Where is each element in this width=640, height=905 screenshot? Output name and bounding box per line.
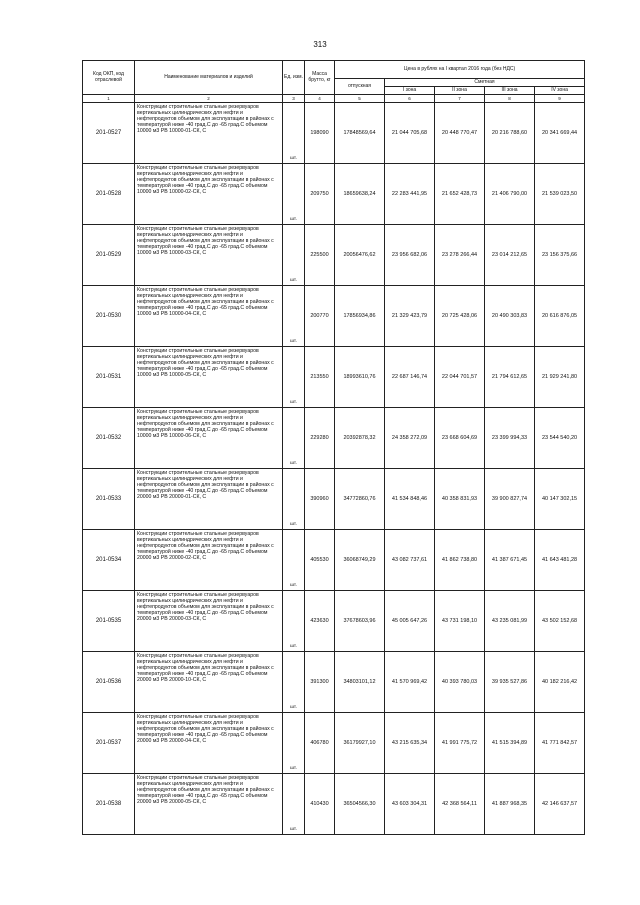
- row-zone-3-price: 21 794 612,65: [485, 347, 535, 408]
- header-name: Наименование материалов и изделий: [135, 61, 283, 95]
- row-zone-1-price: 21 329 423,79: [385, 286, 435, 347]
- row-unit: шт.: [283, 652, 305, 713]
- row-code: 201-0530: [83, 286, 135, 347]
- row-unit: шт.: [283, 408, 305, 469]
- row-mass: 391300: [305, 652, 335, 713]
- row-description: Конструкции строительные стальные резервуаров вертикальных цилиндрических для нефти и нефтепродуктов объемом для эксплуатации в районах с температурой ниже -40 град.С до -65 град.С объемом 10000 м3 РВ 10000-04-СК, С: [135, 286, 283, 347]
- row-unit: шт.: [283, 530, 305, 591]
- row-code: 201-0536: [83, 652, 135, 713]
- header-zone-2: II зона: [435, 87, 485, 95]
- header-release: отпускная: [335, 79, 385, 95]
- row-zone-2-price: 40 393 780,03: [435, 652, 485, 713]
- row-unit: шт.: [283, 286, 305, 347]
- header-price-group: Цена в рублях на I квартал 2016 года (без НДС): [335, 61, 585, 79]
- row-code: 201-0537: [83, 713, 135, 774]
- header-zone-3: III зона: [485, 87, 535, 95]
- row-zone-2-price: 22 044 701,57: [435, 347, 485, 408]
- row-zone-3-price: 43 235 081,99: [485, 591, 535, 652]
- row-code: 201-0528: [83, 164, 135, 225]
- row-release-price: 17848569,64: [335, 103, 385, 164]
- row-mass: 198090: [305, 103, 335, 164]
- row-zone-1-price: 41 570 969,42: [385, 652, 435, 713]
- row-zone-3-price: 39 900 827,74: [485, 469, 535, 530]
- row-mass: 406780: [305, 713, 335, 774]
- row-release-price: 36068749,29: [335, 530, 385, 591]
- table-row: [83, 164, 585, 225]
- row-code: 201-0534: [83, 530, 135, 591]
- row-release-price: 37678603,96: [335, 591, 385, 652]
- row-zone-1-price: 43 215 635,34: [385, 713, 435, 774]
- row-unit: шт.: [283, 225, 305, 286]
- row-mass: 423630: [305, 591, 335, 652]
- row-unit: шт.: [283, 103, 305, 164]
- row-mass: 390960: [305, 469, 335, 530]
- row-zone-2-price: 23 668 604,69: [435, 408, 485, 469]
- table-row: [83, 469, 585, 530]
- price-table: [82, 60, 585, 835]
- col-index: 9: [535, 95, 585, 103]
- row-zone-3-price: 41 887 968,35: [485, 774, 535, 835]
- row-description: Конструкции строительные стальные резервуаров вертикальных цилиндрических для нефти и нефтепродуктов объемом для эксплуатации в районах с температурой ниже -40 град.С до -65 град.С объемом 20000 м3 РВ 20000-03-СК, С: [135, 591, 283, 652]
- row-zone-4-price: 23 544 540,20: [535, 408, 585, 469]
- table-row: [83, 713, 585, 774]
- row-zone-3-price: 20 216 788,60: [485, 103, 535, 164]
- row-zone-4-price: 20 616 876,05: [535, 286, 585, 347]
- row-description: Конструкции строительные стальные резервуаров вертикальных цилиндрических для нефти и нефтепродуктов объемом для эксплуатации в районах с температурой ниже -40 град.С до -65 град.С объемом 20000 м3 РВ 20000-10-СК, С: [135, 652, 283, 713]
- row-zone-3-price: 41 515 394,89: [485, 713, 535, 774]
- row-code: 201-0532: [83, 408, 135, 469]
- col-index: 3: [283, 95, 305, 103]
- header-estimate: Сметная: [385, 79, 585, 87]
- header-code: Код ОКП, код отраслевой: [83, 61, 135, 95]
- row-release-price: 36179927,10: [335, 713, 385, 774]
- row-description: Конструкции строительные стальные резервуаров вертикальных цилиндрических для нефти и нефтепродуктов объемом для эксплуатации в районах с температурой ниже -40 град.С до -65 град.С объемом 20000 м3 РВ 20000-05-СК, С: [135, 774, 283, 835]
- row-zone-1-price: 23 956 682,06: [385, 225, 435, 286]
- row-unit: шт.: [283, 469, 305, 530]
- row-description: Конструкции строительные стальные резервуаров вертикальных цилиндрических для нефти и нефтепродуктов объемом для эксплуатации в районах с температурой ниже -40 град.С до -65 град.С объемом 10000 м3 РВ 10000-03-СК, С: [135, 225, 283, 286]
- col-index: 6: [385, 95, 435, 103]
- col-index: 1: [83, 95, 135, 103]
- row-zone-3-price: 23 399 994,33: [485, 408, 535, 469]
- row-release-price: 34772860,76: [335, 469, 385, 530]
- table-row: [83, 652, 585, 713]
- row-mass: 209750: [305, 164, 335, 225]
- row-zone-1-price: 43 603 304,31: [385, 774, 435, 835]
- row-mass: 410430: [305, 774, 335, 835]
- row-release-price: 20392878,32: [335, 408, 385, 469]
- row-description: Конструкции строительные стальные резервуаров вертикальных цилиндрических для нефти и нефтепродуктов объемом для эксплуатации в районах с температурой ниже -40 град.С до -65 град.С объемом 20000 м3 РВ 20000-02-СК, С: [135, 530, 283, 591]
- row-description: Конструкции строительные стальные резервуаров вертикальных цилиндрических для нефти и нефтепродуктов объемом для эксплуатации в районах с температурой ниже -40 град.С до -65 град.С объемом 20000 м3 РВ 20000-04-СК, С: [135, 713, 283, 774]
- row-unit: шт.: [283, 347, 305, 408]
- row-zone-4-price: 23 156 375,66: [535, 225, 585, 286]
- row-description: Конструкции строительные стальные резервуаров вертикальных цилиндрических для нефти и нефтепродуктов объемом для эксплуатации в районах с температурой ниже -40 град.С до -65 град.С объемом 10000 м3 РВ 10000-01-СК, С: [135, 103, 283, 164]
- row-unit: шт.: [283, 774, 305, 835]
- row-zone-4-price: 41 771 842,57: [535, 713, 585, 774]
- row-zone-4-price: 20 341 669,44: [535, 103, 585, 164]
- row-zone-2-price: 21 652 428,73: [435, 164, 485, 225]
- row-zone-3-price: 20 490 303,83: [485, 286, 535, 347]
- row-zone-2-price: 20 448 770,47: [435, 103, 485, 164]
- row-zone-2-price: 42 368 564,11: [435, 774, 485, 835]
- row-description: Конструкции строительные стальные резервуаров вертикальных цилиндрических для нефти и нефтепродуктов объемом для эксплуатации в районах с температурой ниже -40 град.С до -65 град.С объемом 10000 м3 РВ 10000-06-СК, С: [135, 408, 283, 469]
- row-zone-4-price: 41 643 481,28: [535, 530, 585, 591]
- row-zone-4-price: 40 147 302,15: [535, 469, 585, 530]
- row-code: 201-0533: [83, 469, 135, 530]
- row-zone-1-price: 45 005 647,26: [385, 591, 435, 652]
- table-row: [83, 530, 585, 591]
- row-description: Конструкции строительные стальные резервуаров вертикальных цилиндрических для нефти и нефтепродуктов объемом для эксплуатации в районах с температурой ниже -40 град.С до -65 град.С объемом 10000 м3 РВ 10000-02-СК, С: [135, 164, 283, 225]
- col-index: 8: [485, 95, 535, 103]
- row-zone-1-price: 22 687 146,74: [385, 347, 435, 408]
- row-zone-2-price: 41 862 738,80: [435, 530, 485, 591]
- col-index: 4: [305, 95, 335, 103]
- row-zone-3-price: 21 406 790,00: [485, 164, 535, 225]
- row-description: Конструкции строительные стальные резервуаров вертикальных цилиндрических для нефти и нефтепродуктов объемом для эксплуатации в районах с температурой ниже -40 град.С до -65 град.С объемом 10000 м3 РВ 10000-05-СК, С: [135, 347, 283, 408]
- row-mass: 229280: [305, 408, 335, 469]
- table-row: [83, 286, 585, 347]
- row-description: Конструкции строительные стальные резервуаров вертикальных цилиндрических для нефти и нефтепродуктов объемом для эксплуатации в районах с температурой ниже -40 град.С до -65 град.С объемом 20000 м3 РВ 20000-01-СК, С: [135, 469, 283, 530]
- row-zone-4-price: 21 539 023,50: [535, 164, 585, 225]
- table-body: [83, 103, 585, 835]
- row-zone-1-price: 24 358 272,09: [385, 408, 435, 469]
- row-code: 201-0529: [83, 225, 135, 286]
- row-release-price: 18993610,76: [335, 347, 385, 408]
- row-code: 201-0538: [83, 774, 135, 835]
- row-unit: шт.: [283, 164, 305, 225]
- table-row: [83, 103, 585, 164]
- row-zone-1-price: 21 044 705,68: [385, 103, 435, 164]
- row-zone-4-price: 43 502 152,68: [535, 591, 585, 652]
- row-release-price: 20056476,62: [335, 225, 385, 286]
- row-code: 201-0527: [83, 103, 135, 164]
- row-release-price: 17856934,86: [335, 286, 385, 347]
- table-row: [83, 225, 585, 286]
- col-index: 2: [135, 95, 283, 103]
- row-zone-3-price: 39 935 527,86: [485, 652, 535, 713]
- row-zone-2-price: 23 278 266,44: [435, 225, 485, 286]
- row-zone-3-price: 41 387 671,45: [485, 530, 535, 591]
- row-unit: шт.: [283, 591, 305, 652]
- header-mass: Масса брутто, кг: [305, 61, 335, 95]
- row-mass: 405530: [305, 530, 335, 591]
- header-zone-4: IV зона: [535, 87, 585, 95]
- col-index: 5: [335, 95, 385, 103]
- page-number: 313: [313, 40, 327, 49]
- col-index: 7: [435, 95, 485, 103]
- row-zone-4-price: 42 146 637,57: [535, 774, 585, 835]
- table-row: [83, 408, 585, 469]
- row-zone-4-price: 40 182 216,42: [535, 652, 585, 713]
- row-zone-3-price: 23 014 212,65: [485, 225, 535, 286]
- row-zone-2-price: 40 358 831,93: [435, 469, 485, 530]
- row-mass: 225500: [305, 225, 335, 286]
- row-zone-1-price: 43 082 737,61: [385, 530, 435, 591]
- row-zone-1-price: 22 283 441,95: [385, 164, 435, 225]
- row-release-price: 34803101,12: [335, 652, 385, 713]
- header-unit: Ед. изм.: [283, 61, 305, 95]
- row-mass: 213550: [305, 347, 335, 408]
- table-row: [83, 774, 585, 835]
- table-row: [83, 591, 585, 652]
- row-zone-2-price: 43 731 198,10: [435, 591, 485, 652]
- row-zone-2-price: 20 725 428,06: [435, 286, 485, 347]
- row-unit: шт.: [283, 713, 305, 774]
- row-code: 201-0535: [83, 591, 135, 652]
- row-zone-1-price: 41 534 848,46: [385, 469, 435, 530]
- row-release-price: 36504566,30: [335, 774, 385, 835]
- row-zone-2-price: 41 991 775,72: [435, 713, 485, 774]
- header-zone-1: I зона: [385, 87, 435, 95]
- row-release-price: 18659638,24: [335, 164, 385, 225]
- row-mass: 200770: [305, 286, 335, 347]
- row-zone-4-price: 21 929 241,80: [535, 347, 585, 408]
- row-code: 201-0531: [83, 347, 135, 408]
- table-row: [83, 347, 585, 408]
